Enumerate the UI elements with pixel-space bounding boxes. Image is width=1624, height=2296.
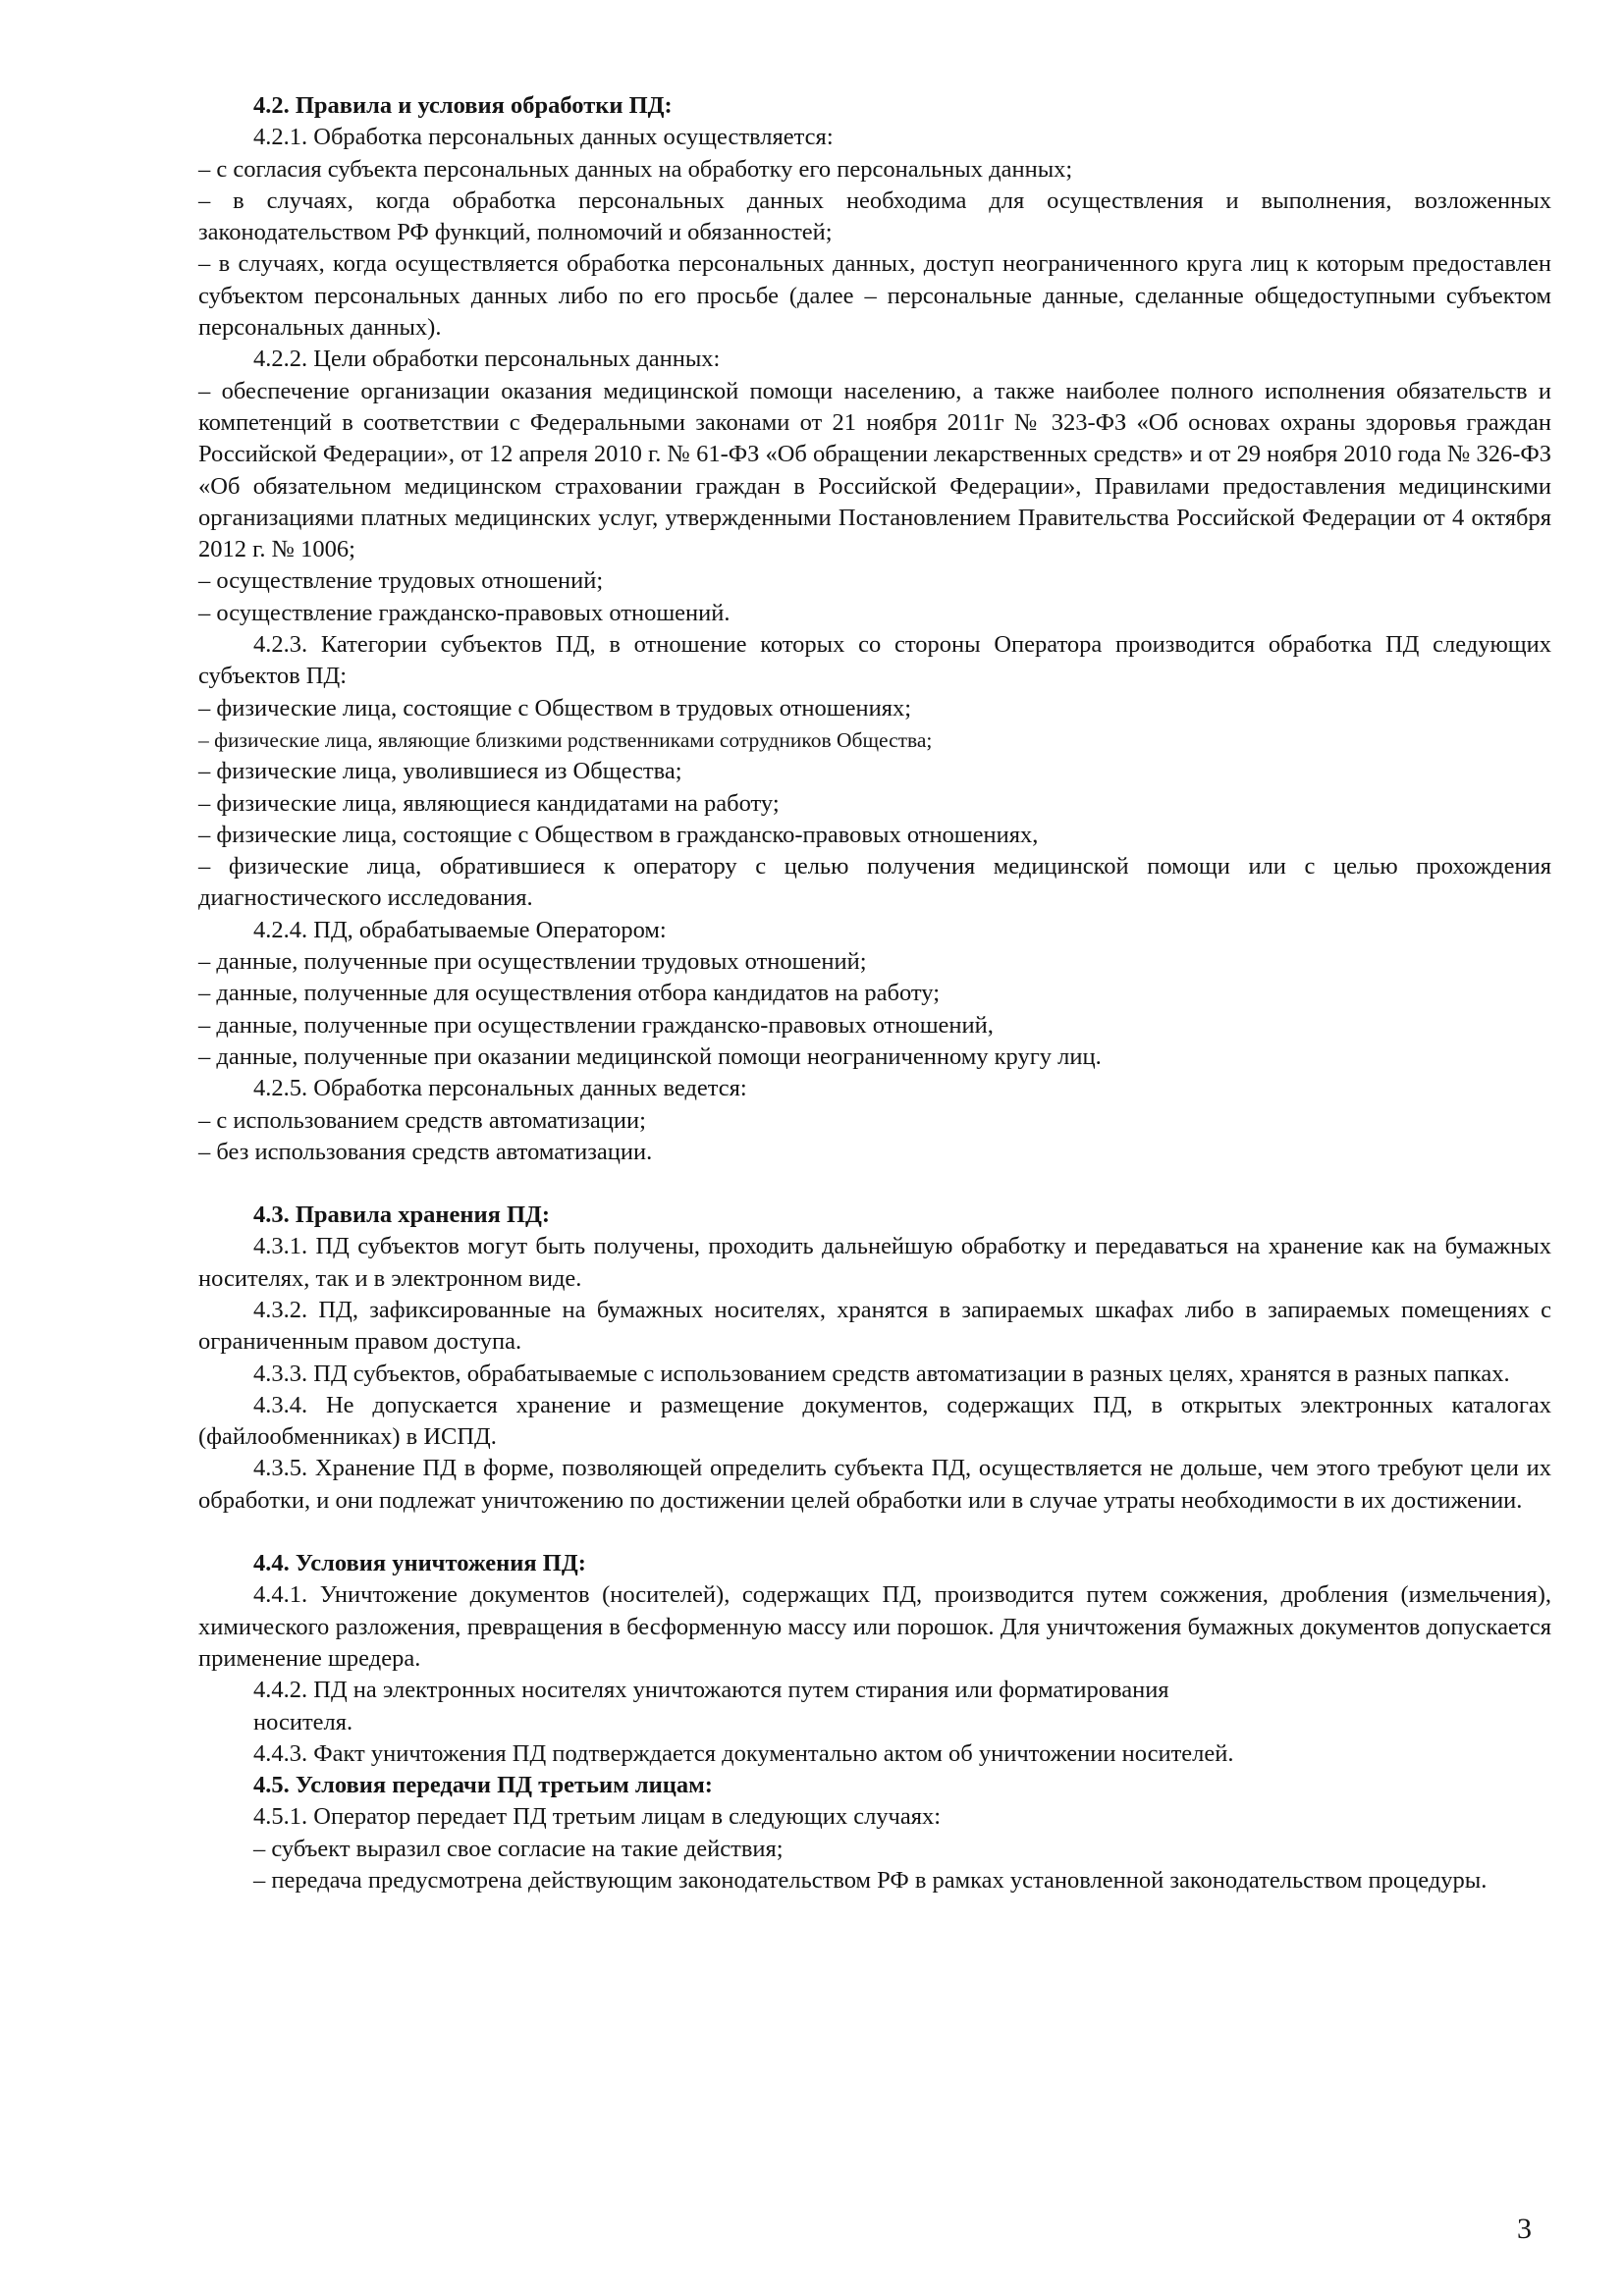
- list-item: – данные, полученные при осуществлении гражданско-правовых отношений,: [198, 1011, 994, 1039]
- section-4-4-title: 4.4. Условия уничтожения ПД:: [253, 1550, 586, 1577]
- section-4-5-title: 4.5. Условия передачи ПД третьим лицам:: [253, 1772, 713, 1799]
- list-item: – физические лица, обратившиеся к оператору с целью получения медицинской помощи или с целью прохождения диагностического исследования.: [198, 853, 1551, 912]
- para-4-4-3: 4.4.3. Факт уничтожения ПД подтверждается документально актом об уничтожении носителей.: [253, 1739, 1234, 1767]
- para-4-2-4: 4.2.4. ПД, обрабатываемые Оператором:: [253, 916, 667, 943]
- para-4-2-2: 4.2.2. Цели обработки персональных данных:: [253, 346, 721, 373]
- list-item: – без использования средств автоматизации.: [198, 1138, 653, 1165]
- list-item: – осуществление трудовых отношений;: [198, 567, 604, 595]
- list-item: – в случаях, когда осуществляется обработка персональных данных, доступ неограниченного круга лиц к которым предоставлен субъектом персональных данных либо по его просьбе (далее – персональные данные, сделанные общедоступными субъектом персональных данных).: [198, 250, 1551, 342]
- page-number: 3: [1517, 2213, 1532, 2245]
- section-4-2-title: 4.2. Правила и условия обработки ПД:: [253, 92, 673, 119]
- list-item: – физические лица, состоящие с Обществом в трудовых отношениях;: [198, 694, 912, 721]
- list-item: – физические лица, являющиеся кандидатами на работу;: [198, 789, 780, 817]
- list-item: – физические лица, состоящие с Обществом в гражданско-правовых отношениях,: [198, 821, 1039, 848]
- para-4-3-5: 4.3.5. Хранение ПД в форме, позволяющей определить субъекта ПД, осуществляется не дольше, чем этого требуют цели их обработки, и они подлежат уничтожению по достижении целей обработки или в случае утраты необходимости в их достижении.: [198, 1455, 1551, 1514]
- list-item: – в случаях, когда обработка персональных данных необходима для осуществления и выполнения, возложенных законодательством РФ функций, полномочий и обязанностей;: [198, 187, 1551, 246]
- para-4-4-2: 4.4.2. ПД на электронных носителях уничтожаются путем стирания или форматирования: [253, 1677, 1169, 1704]
- section-4-3-title: 4.3. Правила хранения ПД:: [253, 1201, 551, 1229]
- para-4-5-1: 4.5.1. Оператор передает ПД третьим лицам в следующих случаях:: [253, 1803, 942, 1831]
- para-4-2-3: 4.2.3. Категории субъектов ПД, в отношение которых со стороны Оператора производится обработка ПД следующих субъектов ПД:: [198, 631, 1551, 690]
- list-item: – с согласия субъекта персональных данных на обработку его персональных данных;: [198, 155, 1073, 183]
- list-item: – физические лица, уволившиеся из Общества;: [198, 758, 682, 785]
- list-item: – субъект выразил свое согласие на такие действия;: [253, 1835, 784, 1862]
- para-4-3-2: 4.3.2. ПД, зафиксированные на бумажных носителях, хранятся в запираемых шкафах либо в запираемых помещениях с ограниченным правом доступа.: [198, 1296, 1551, 1356]
- para-4-3-3: 4.3.3. ПД субъектов, обрабатываемые с использованием средств автоматизации в разных целях, хранятся в разных папках.: [253, 1360, 1510, 1387]
- list-item: – с использованием средств автоматизации;: [198, 1106, 646, 1134]
- para-4-4-2-cont: носителя.: [253, 1708, 353, 1735]
- para-4-4-1: 4.4.1. Уничтожение документов (носителей), содержащих ПД, производится путем сожжения, дробления (измельчения), химического разложения, превращения в бесформенную массу или порошок. Для уничтожения бумажных документов допускается применение шредера.: [198, 1581, 1551, 1672]
- para-4-2-1: 4.2.1. Обработка персональных данных осуществляется:: [253, 124, 834, 151]
- para-4-3-4: 4.3.4. Не допускается хранение и размещение документов, содержащих ПД, в открытых электронных каталогах (файлообменниках) в ИСПД.: [198, 1391, 1551, 1451]
- para-4-3-1: 4.3.1. ПД субъектов могут быть получены, проходить дальнейшую обработку и передаваться на хранение как на бумажных носителях, так и в электронном виде.: [198, 1233, 1551, 1292]
- list-item: – передача предусмотрена действующим законодательством РФ в рамках установленной законодательством процедуры.: [253, 1867, 1488, 1895]
- list-item: – обеспечение организации оказания медицинской помощи населению, а также наиболее полного исполнения обязательств и компетенций в соответствии с Федеральными законами от 21 ноября 2011г № 323-ФЗ «Об основах охраны здоровья граждан Российской Федерации», от 12 апреля 2010 г. № 61-ФЗ «Об обращении лекарственных средств» и от 29 ноября 2010 года № 326-ФЗ «Об обязательном медицинском страховании граждан в Российской Федерации», Правилами предоставления медицинскими организациями платных медицинских услуг, утвержденными Постановлением Правительства Российской Федерации от 4 октября 2012 г. № 1006;: [198, 377, 1551, 563]
- list-item: – осуществление гражданско-правовых отношений.: [198, 599, 731, 626]
- list-item: – данные, полученные при оказании медицинской помощи неограниченному кругу лиц.: [198, 1042, 1102, 1070]
- list-item: – данные, полученные для осуществления отбора кандидатов на работу;: [198, 980, 941, 1007]
- list-item: – физические лица, являющие близкими родственниками сотрудников Общества;: [198, 727, 933, 752]
- para-4-2-5: 4.2.5. Обработка персональных данных ведется:: [253, 1075, 747, 1102]
- document-page: [198, 90, 1551, 1896]
- list-item: – данные, полученные при осуществлении трудовых отношений;: [198, 948, 867, 976]
